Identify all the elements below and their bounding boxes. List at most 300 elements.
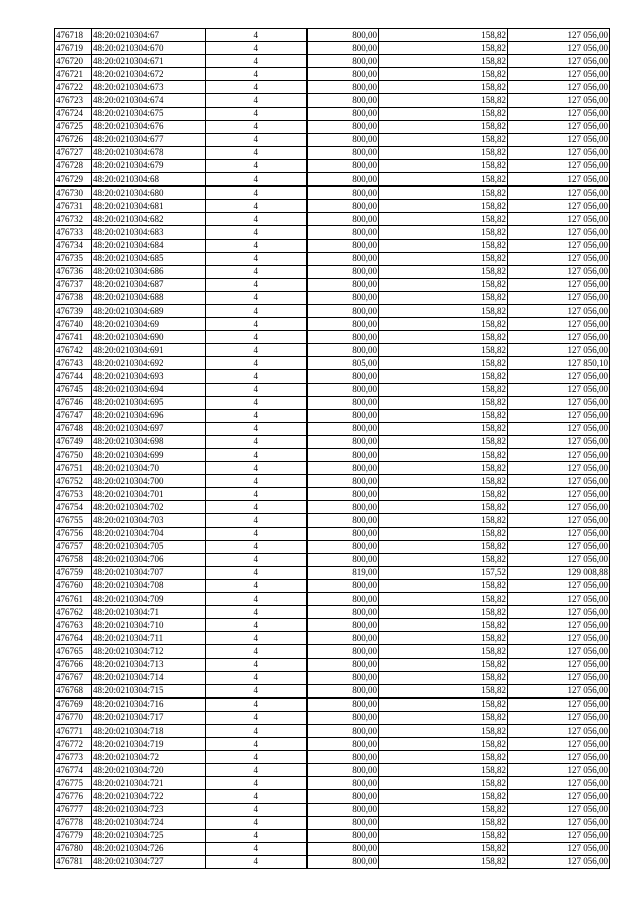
cadastral-value-cell: 127 056,00 xyxy=(508,291,610,304)
cadastral-value-cell: 127 056,00 xyxy=(508,751,610,764)
group-code-cell: 4 xyxy=(206,803,307,816)
cadastral-value-cell: 127 056,00 xyxy=(508,777,610,790)
area-cell: 800,00 xyxy=(307,435,379,448)
table-row xyxy=(55,764,610,777)
group-code-cell: 4 xyxy=(206,566,307,579)
area-cell: 800,00 xyxy=(307,94,379,107)
specific-value-cell: 158,82 xyxy=(379,449,508,462)
group-code-cell: 4 xyxy=(206,318,307,331)
row-number-cell: 476728 xyxy=(55,159,92,172)
specific-value-cell: 158,82 xyxy=(379,344,508,357)
group-code-cell: 4 xyxy=(206,738,307,751)
cadastral-number-cell: 48:20:0210304:727 xyxy=(92,855,206,868)
row-number-cell: 476722 xyxy=(55,81,92,94)
area-cell: 800,00 xyxy=(307,68,379,81)
specific-value-cell: 158,82 xyxy=(379,331,508,344)
table-row xyxy=(55,751,610,764)
table-row xyxy=(55,422,610,435)
row-number-cell: 476731 xyxy=(55,200,92,213)
cadastral-value-cell: 127 056,00 xyxy=(508,475,610,488)
table-row xyxy=(55,213,610,226)
cadastral-value-cell: 127 056,00 xyxy=(508,252,610,265)
row-number-cell: 476766 xyxy=(55,658,92,671)
table-row xyxy=(55,475,610,488)
group-code-cell: 4 xyxy=(206,120,307,133)
specific-value-cell: 158,82 xyxy=(379,42,508,55)
cadastral-number-cell: 48:20:0210304:671 xyxy=(92,55,206,68)
cadastral-number-cell: 48:20:0210304:685 xyxy=(92,252,206,265)
specific-value-cell: 158,82 xyxy=(379,68,508,81)
cadastral-number-cell: 48:20:0210304:708 xyxy=(92,579,206,592)
cadastral-value-cell: 127 056,00 xyxy=(508,55,610,68)
row-number-cell: 476725 xyxy=(55,120,92,133)
area-cell: 800,00 xyxy=(307,790,379,803)
table-row xyxy=(55,488,610,501)
row-number-cell: 476778 xyxy=(55,816,92,829)
group-code-cell: 4 xyxy=(206,173,307,187)
group-code-cell: 4 xyxy=(206,475,307,488)
specific-value-cell: 158,82 xyxy=(379,396,508,409)
area-cell: 800,00 xyxy=(307,304,379,317)
area-cell: 800,00 xyxy=(307,278,379,291)
specific-value-cell: 158,82 xyxy=(379,684,508,698)
area-cell: 800,00 xyxy=(307,803,379,816)
row-number-cell: 476769 xyxy=(55,698,92,712)
specific-value-cell: 158,82 xyxy=(379,120,508,133)
cadastral-value-cell: 127 056,00 xyxy=(508,370,610,383)
area-cell: 800,00 xyxy=(307,684,379,698)
area-cell: 800,00 xyxy=(307,579,379,592)
cadastral-number-cell: 48:20:0210304:709 xyxy=(92,593,206,606)
area-cell: 800,00 xyxy=(307,252,379,265)
cadastral-value-cell: 127 056,00 xyxy=(508,803,610,816)
cadastral-value-cell: 127 056,00 xyxy=(508,396,610,409)
area-cell: 800,00 xyxy=(307,42,379,55)
area-cell: 800,00 xyxy=(307,318,379,331)
group-code-cell: 4 xyxy=(206,42,307,55)
row-number-cell: 476735 xyxy=(55,252,92,265)
cadastral-number-cell: 48:20:0210304:714 xyxy=(92,671,206,684)
area-cell: 800,00 xyxy=(307,422,379,435)
cadastral-number-cell: 48:20:0210304:710 xyxy=(92,619,206,632)
specific-value-cell: 158,82 xyxy=(379,304,508,317)
area-cell: 800,00 xyxy=(307,409,379,422)
table-row xyxy=(55,829,610,842)
table-row xyxy=(55,357,610,370)
specific-value-cell: 158,82 xyxy=(379,711,508,724)
row-number-cell: 476758 xyxy=(55,553,92,566)
cadastral-value-cell: 127 056,00 xyxy=(508,159,610,172)
specific-value-cell: 158,82 xyxy=(379,357,508,370)
cadastral-value-cell: 127 056,00 xyxy=(508,173,610,187)
area-cell: 800,00 xyxy=(307,724,379,737)
row-number-cell: 476729 xyxy=(55,173,92,187)
specific-value-cell: 158,82 xyxy=(379,146,508,159)
table-row xyxy=(55,501,610,514)
row-number-cell: 476736 xyxy=(55,265,92,278)
cadastral-value-cell: 127 056,00 xyxy=(508,488,610,501)
area-cell: 800,00 xyxy=(307,186,379,200)
area-cell: 805,00 xyxy=(307,357,379,370)
cadastral-value-cell: 127 056,00 xyxy=(508,120,610,133)
cadastral-value-cell: 127 056,00 xyxy=(508,304,610,317)
area-cell: 800,00 xyxy=(307,751,379,764)
table-row xyxy=(55,540,610,553)
area-cell: 800,00 xyxy=(307,146,379,159)
specific-value-cell: 158,82 xyxy=(379,475,508,488)
specific-value-cell: 158,82 xyxy=(379,764,508,777)
cadastral-value-cell: 127 056,00 xyxy=(508,81,610,94)
area-cell: 800,00 xyxy=(307,226,379,239)
cadastral-value-cell: 127 056,00 xyxy=(508,540,610,553)
cadastral-value-cell: 127 056,00 xyxy=(508,579,610,592)
group-code-cell: 4 xyxy=(206,658,307,671)
row-number-cell: 476738 xyxy=(55,291,92,304)
table-row xyxy=(55,619,610,632)
table-row xyxy=(55,55,610,68)
table-row xyxy=(55,658,610,671)
group-code-cell: 4 xyxy=(206,606,307,619)
specific-value-cell: 158,82 xyxy=(379,422,508,435)
group-code-cell: 4 xyxy=(206,252,307,265)
cadastral-value-cell: 127 056,00 xyxy=(508,449,610,462)
table-row xyxy=(55,304,610,317)
specific-value-cell: 158,82 xyxy=(379,671,508,684)
cadastral-value-cell: 127 056,00 xyxy=(508,593,610,606)
cadastral-number-cell: 48:20:0210304:700 xyxy=(92,475,206,488)
specific-value-cell: 158,82 xyxy=(379,383,508,396)
table-row xyxy=(55,81,610,94)
cadastral-value-cell: 127 056,00 xyxy=(508,698,610,712)
row-number-cell: 476720 xyxy=(55,55,92,68)
group-code-cell: 4 xyxy=(206,422,307,435)
row-number-cell: 476733 xyxy=(55,226,92,239)
specific-value-cell: 158,82 xyxy=(379,159,508,172)
cadastral-value-cell: 127 056,00 xyxy=(508,29,610,42)
cadastral-value-cell: 127 056,00 xyxy=(508,318,610,331)
table-row xyxy=(55,344,610,357)
group-code-cell: 4 xyxy=(206,462,307,475)
cadastral-number-cell: 48:20:0210304:707 xyxy=(92,566,206,579)
table-row xyxy=(55,29,610,42)
table-row xyxy=(55,566,610,579)
table-row xyxy=(55,252,610,265)
area-cell: 800,00 xyxy=(307,29,379,42)
cadastral-number-cell: 48:20:0210304:679 xyxy=(92,159,206,172)
cadastral-number-cell: 48:20:0210304:696 xyxy=(92,409,206,422)
row-number-cell: 476761 xyxy=(55,593,92,606)
specific-value-cell: 158,82 xyxy=(379,29,508,42)
cadastral-number-cell: 48:20:0210304:681 xyxy=(92,200,206,213)
specific-value-cell: 158,82 xyxy=(379,803,508,816)
area-cell: 800,00 xyxy=(307,475,379,488)
cadastral-value-cell: 129 008,88 xyxy=(508,566,610,579)
group-code-cell: 4 xyxy=(206,684,307,698)
table-row xyxy=(55,855,610,868)
table-row xyxy=(55,449,610,462)
cadastral-number-cell: 48:20:0210304:670 xyxy=(92,42,206,55)
cadastral-value-cell: 127 056,00 xyxy=(508,711,610,724)
cadastral-number-cell: 48:20:0210304:711 xyxy=(92,632,206,645)
group-code-cell: 4 xyxy=(206,213,307,226)
group-code-cell: 4 xyxy=(206,514,307,527)
row-number-cell: 476732 xyxy=(55,213,92,226)
cadastral-number-cell: 48:20:0210304:715 xyxy=(92,684,206,698)
group-code-cell: 4 xyxy=(206,698,307,712)
cadastral-number-cell: 48:20:0210304:723 xyxy=(92,803,206,816)
row-number-cell: 476757 xyxy=(55,540,92,553)
cadastral-number-cell: 48:20:0210304:716 xyxy=(92,698,206,712)
group-code-cell: 4 xyxy=(206,383,307,396)
table-row xyxy=(55,42,610,55)
cadastral-value-cell: 127 056,00 xyxy=(508,514,610,527)
area-cell: 800,00 xyxy=(307,370,379,383)
specific-value-cell: 158,82 xyxy=(379,527,508,540)
cadastral-number-cell: 48:20:0210304:726 xyxy=(92,842,206,855)
group-code-cell: 4 xyxy=(206,409,307,422)
area-cell: 800,00 xyxy=(307,81,379,94)
cadastral-number-cell: 48:20:0210304:720 xyxy=(92,764,206,777)
cadastral-value-cell: 127 056,00 xyxy=(508,816,610,829)
cadastral-value-cell: 127 056,00 xyxy=(508,671,610,684)
cadastral-number-cell: 48:20:0210304:71 xyxy=(92,606,206,619)
table-row xyxy=(55,226,610,239)
table-row xyxy=(55,671,610,684)
group-code-cell: 4 xyxy=(206,304,307,317)
group-code-cell: 4 xyxy=(206,829,307,842)
area-cell: 800,00 xyxy=(307,658,379,671)
specific-value-cell: 158,82 xyxy=(379,593,508,606)
group-code-cell: 4 xyxy=(206,540,307,553)
group-code-cell: 4 xyxy=(206,200,307,213)
area-cell: 800,00 xyxy=(307,173,379,187)
cadastral-number-cell: 48:20:0210304:703 xyxy=(92,514,206,527)
row-number-cell: 476773 xyxy=(55,751,92,764)
group-code-cell: 4 xyxy=(206,239,307,252)
cadastral-value-cell: 127 056,00 xyxy=(508,632,610,645)
area-cell: 800,00 xyxy=(307,514,379,527)
row-number-cell: 476772 xyxy=(55,738,92,751)
table-row xyxy=(55,553,610,566)
row-number-cell: 476723 xyxy=(55,94,92,107)
cadastral-number-cell: 48:20:0210304:682 xyxy=(92,213,206,226)
group-code-cell: 4 xyxy=(206,751,307,764)
cadastral-value-cell: 127 056,00 xyxy=(508,738,610,751)
cadastral-number-cell: 48:20:0210304:698 xyxy=(92,435,206,448)
area-cell: 800,00 xyxy=(307,855,379,868)
row-number-cell: 476768 xyxy=(55,684,92,698)
specific-value-cell: 157,52 xyxy=(379,566,508,579)
area-cell: 800,00 xyxy=(307,671,379,684)
cadastral-number-cell: 48:20:0210304:718 xyxy=(92,724,206,737)
row-number-cell: 476780 xyxy=(55,842,92,855)
specific-value-cell: 158,82 xyxy=(379,579,508,592)
cadastral-value-cell: 127 056,00 xyxy=(508,842,610,855)
table-row xyxy=(55,790,610,803)
cadastral-value-table xyxy=(54,28,610,869)
row-number-cell: 476727 xyxy=(55,146,92,159)
specific-value-cell: 158,82 xyxy=(379,252,508,265)
cadastral-value-cell: 127 056,00 xyxy=(508,344,610,357)
specific-value-cell: 158,82 xyxy=(379,291,508,304)
table-row xyxy=(55,724,610,737)
table-row xyxy=(55,462,610,475)
cadastral-number-cell: 48:20:0210304:691 xyxy=(92,344,206,357)
cadastral-number-cell: 48:20:0210304:725 xyxy=(92,829,206,842)
row-number-cell: 476740 xyxy=(55,318,92,331)
table-row xyxy=(55,146,610,159)
table-row xyxy=(55,133,610,146)
cadastral-number-cell: 48:20:0210304:704 xyxy=(92,527,206,540)
table-row xyxy=(55,120,610,133)
cadastral-number-cell: 48:20:0210304:677 xyxy=(92,133,206,146)
table-row xyxy=(55,396,610,409)
cadastral-number-cell: 48:20:0210304:705 xyxy=(92,540,206,553)
area-cell: 800,00 xyxy=(307,265,379,278)
table-row xyxy=(55,265,610,278)
group-code-cell: 4 xyxy=(206,619,307,632)
specific-value-cell: 158,82 xyxy=(379,632,508,645)
cadastral-value-cell: 127 056,00 xyxy=(508,645,610,658)
table-row xyxy=(55,777,610,790)
cadastral-number-cell: 48:20:0210304:688 xyxy=(92,291,206,304)
table-row xyxy=(55,186,610,200)
cadastral-number-cell: 48:20:0210304:692 xyxy=(92,357,206,370)
cadastral-value-cell: 127 056,00 xyxy=(508,724,610,737)
table-row xyxy=(55,383,610,396)
area-cell: 800,00 xyxy=(307,239,379,252)
row-number-cell: 476774 xyxy=(55,764,92,777)
specific-value-cell: 158,82 xyxy=(379,173,508,187)
row-number-cell: 476721 xyxy=(55,68,92,81)
cadastral-value-cell: 127 056,00 xyxy=(508,527,610,540)
specific-value-cell: 158,82 xyxy=(379,738,508,751)
group-code-cell: 4 xyxy=(206,842,307,855)
table-row xyxy=(55,514,610,527)
row-number-cell: 476747 xyxy=(55,409,92,422)
row-number-cell: 476776 xyxy=(55,790,92,803)
group-code-cell: 4 xyxy=(206,370,307,383)
group-code-cell: 4 xyxy=(206,278,307,291)
table-row xyxy=(55,278,610,291)
specific-value-cell: 158,82 xyxy=(379,751,508,764)
group-code-cell: 4 xyxy=(206,265,307,278)
row-number-cell: 476759 xyxy=(55,566,92,579)
area-cell: 800,00 xyxy=(307,606,379,619)
group-code-cell: 4 xyxy=(206,396,307,409)
group-code-cell: 4 xyxy=(206,331,307,344)
group-code-cell: 4 xyxy=(206,449,307,462)
group-code-cell: 4 xyxy=(206,159,307,172)
group-code-cell: 4 xyxy=(206,764,307,777)
area-cell: 800,00 xyxy=(307,593,379,606)
table-row xyxy=(55,68,610,81)
row-number-cell: 476737 xyxy=(55,278,92,291)
group-code-cell: 4 xyxy=(206,344,307,357)
table-row xyxy=(55,291,610,304)
table-row xyxy=(55,684,610,698)
row-number-cell: 476764 xyxy=(55,632,92,645)
cadastral-value-cell: 127 056,00 xyxy=(508,226,610,239)
specific-value-cell: 158,82 xyxy=(379,658,508,671)
row-number-cell: 476753 xyxy=(55,488,92,501)
area-cell: 800,00 xyxy=(307,777,379,790)
table-row xyxy=(55,173,610,187)
cadastral-number-cell: 48:20:0210304:706 xyxy=(92,553,206,566)
specific-value-cell: 158,82 xyxy=(379,370,508,383)
group-code-cell: 4 xyxy=(206,527,307,540)
table-row xyxy=(55,632,610,645)
group-code-cell: 4 xyxy=(206,777,307,790)
area-cell: 819,00 xyxy=(307,566,379,579)
table-row xyxy=(55,579,610,592)
cadastral-number-cell: 48:20:0210304:676 xyxy=(92,120,206,133)
area-cell: 800,00 xyxy=(307,501,379,514)
cadastral-number-cell: 48:20:0210304:717 xyxy=(92,711,206,724)
table-row xyxy=(55,527,610,540)
row-number-cell: 476739 xyxy=(55,304,92,317)
specific-value-cell: 158,82 xyxy=(379,55,508,68)
row-number-cell: 476752 xyxy=(55,475,92,488)
table-row xyxy=(55,803,610,816)
row-number-cell: 476741 xyxy=(55,331,92,344)
cadastral-number-cell: 48:20:0210304:721 xyxy=(92,777,206,790)
group-code-cell: 4 xyxy=(206,435,307,448)
group-code-cell: 4 xyxy=(206,107,307,120)
cadastral-value-cell: 127 056,00 xyxy=(508,855,610,868)
table-row xyxy=(55,318,610,331)
group-code-cell: 4 xyxy=(206,186,307,200)
cadastral-value-cell: 127 056,00 xyxy=(508,383,610,396)
row-number-cell: 476751 xyxy=(55,462,92,475)
row-number-cell: 476777 xyxy=(55,803,92,816)
cadastral-value-cell: 127 056,00 xyxy=(508,790,610,803)
cadastral-value-cell: 127 056,00 xyxy=(508,186,610,200)
group-code-cell: 4 xyxy=(206,55,307,68)
specific-value-cell: 158,82 xyxy=(379,829,508,842)
cadastral-number-cell: 48:20:0210304:686 xyxy=(92,265,206,278)
row-number-cell: 476719 xyxy=(55,42,92,55)
cadastral-number-cell: 48:20:0210304:722 xyxy=(92,790,206,803)
cadastral-number-cell: 48:20:0210304:702 xyxy=(92,501,206,514)
area-cell: 800,00 xyxy=(307,527,379,540)
specific-value-cell: 158,82 xyxy=(379,133,508,146)
cadastral-number-cell: 48:20:0210304:684 xyxy=(92,239,206,252)
group-code-cell: 4 xyxy=(206,671,307,684)
cadastral-number-cell: 48:20:0210304:70 xyxy=(92,462,206,475)
cadastral-number-cell: 48:20:0210304:695 xyxy=(92,396,206,409)
cadastral-number-cell: 48:20:0210304:672 xyxy=(92,68,206,81)
specific-value-cell: 158,82 xyxy=(379,318,508,331)
cadastral-number-cell: 48:20:0210304:713 xyxy=(92,658,206,671)
table-row xyxy=(55,200,610,213)
row-number-cell: 476762 xyxy=(55,606,92,619)
cadastral-value-cell: 127 056,00 xyxy=(508,213,610,226)
cadastral-number-cell: 48:20:0210304:68 xyxy=(92,173,206,187)
row-number-cell: 476756 xyxy=(55,527,92,540)
cadastral-value-cell: 127 850,10 xyxy=(508,357,610,370)
table-row xyxy=(55,370,610,383)
specific-value-cell: 158,82 xyxy=(379,855,508,868)
cadastral-value-cell: 127 056,00 xyxy=(508,422,610,435)
group-code-cell: 4 xyxy=(206,81,307,94)
group-code-cell: 4 xyxy=(206,68,307,81)
table-row xyxy=(55,409,610,422)
specific-value-cell: 158,82 xyxy=(379,200,508,213)
specific-value-cell: 158,82 xyxy=(379,488,508,501)
cadastral-number-cell: 48:20:0210304:67 xyxy=(92,29,206,42)
group-code-cell: 4 xyxy=(206,29,307,42)
